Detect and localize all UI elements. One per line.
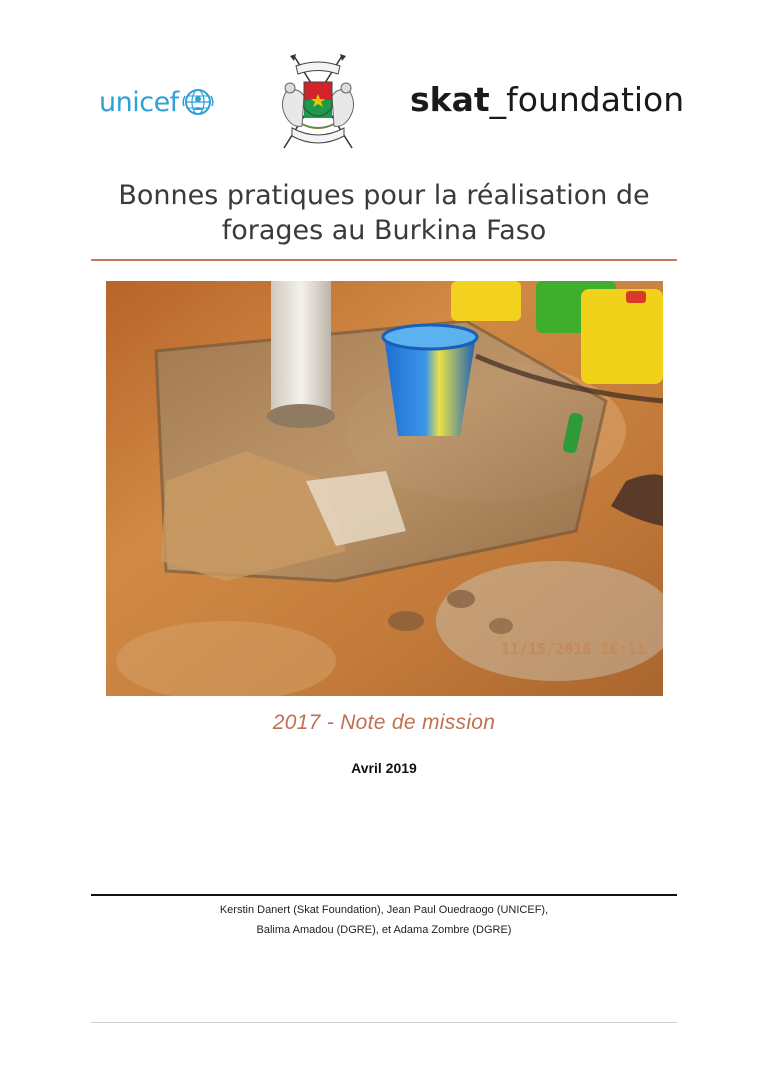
authors-line-1: Kerstin Danert (Skat Foundation), Jean Paul Ouedraogo (UNICEF), bbox=[219, 904, 549, 916]
unicef-logo bbox=[99, 84, 214, 120]
authors-line-2: Balima Amadou (DGRE), et Adama Zombre (DGRE) bbox=[256, 924, 512, 936]
title-divider bbox=[91, 259, 677, 261]
unicef-emblem-icon bbox=[182, 86, 214, 118]
foundation-wordmark: _foundation bbox=[489, 80, 685, 119]
photo-timestamp: 11/15/2018 16:11 bbox=[501, 640, 646, 658]
skat-foundation-logo bbox=[410, 80, 684, 119]
document-title bbox=[70, 178, 698, 248]
document-date: Avril 2019 bbox=[351, 760, 417, 776]
title-line-1: Bonnes pratiques pour la réalisation de bbox=[118, 180, 650, 211]
footer-divider bbox=[91, 1022, 677, 1023]
document-subtitle: 2017 - Note de mission bbox=[272, 711, 496, 734]
coat-of-arms-icon bbox=[272, 52, 364, 156]
authors-divider bbox=[91, 894, 677, 896]
authors-block bbox=[0, 900, 768, 940]
cover-photo bbox=[106, 281, 663, 696]
unicef-wordmark: unicef bbox=[99, 86, 179, 118]
title-line-2: forages au Burkina Faso bbox=[221, 215, 547, 246]
skat-wordmark: skat bbox=[410, 80, 490, 119]
